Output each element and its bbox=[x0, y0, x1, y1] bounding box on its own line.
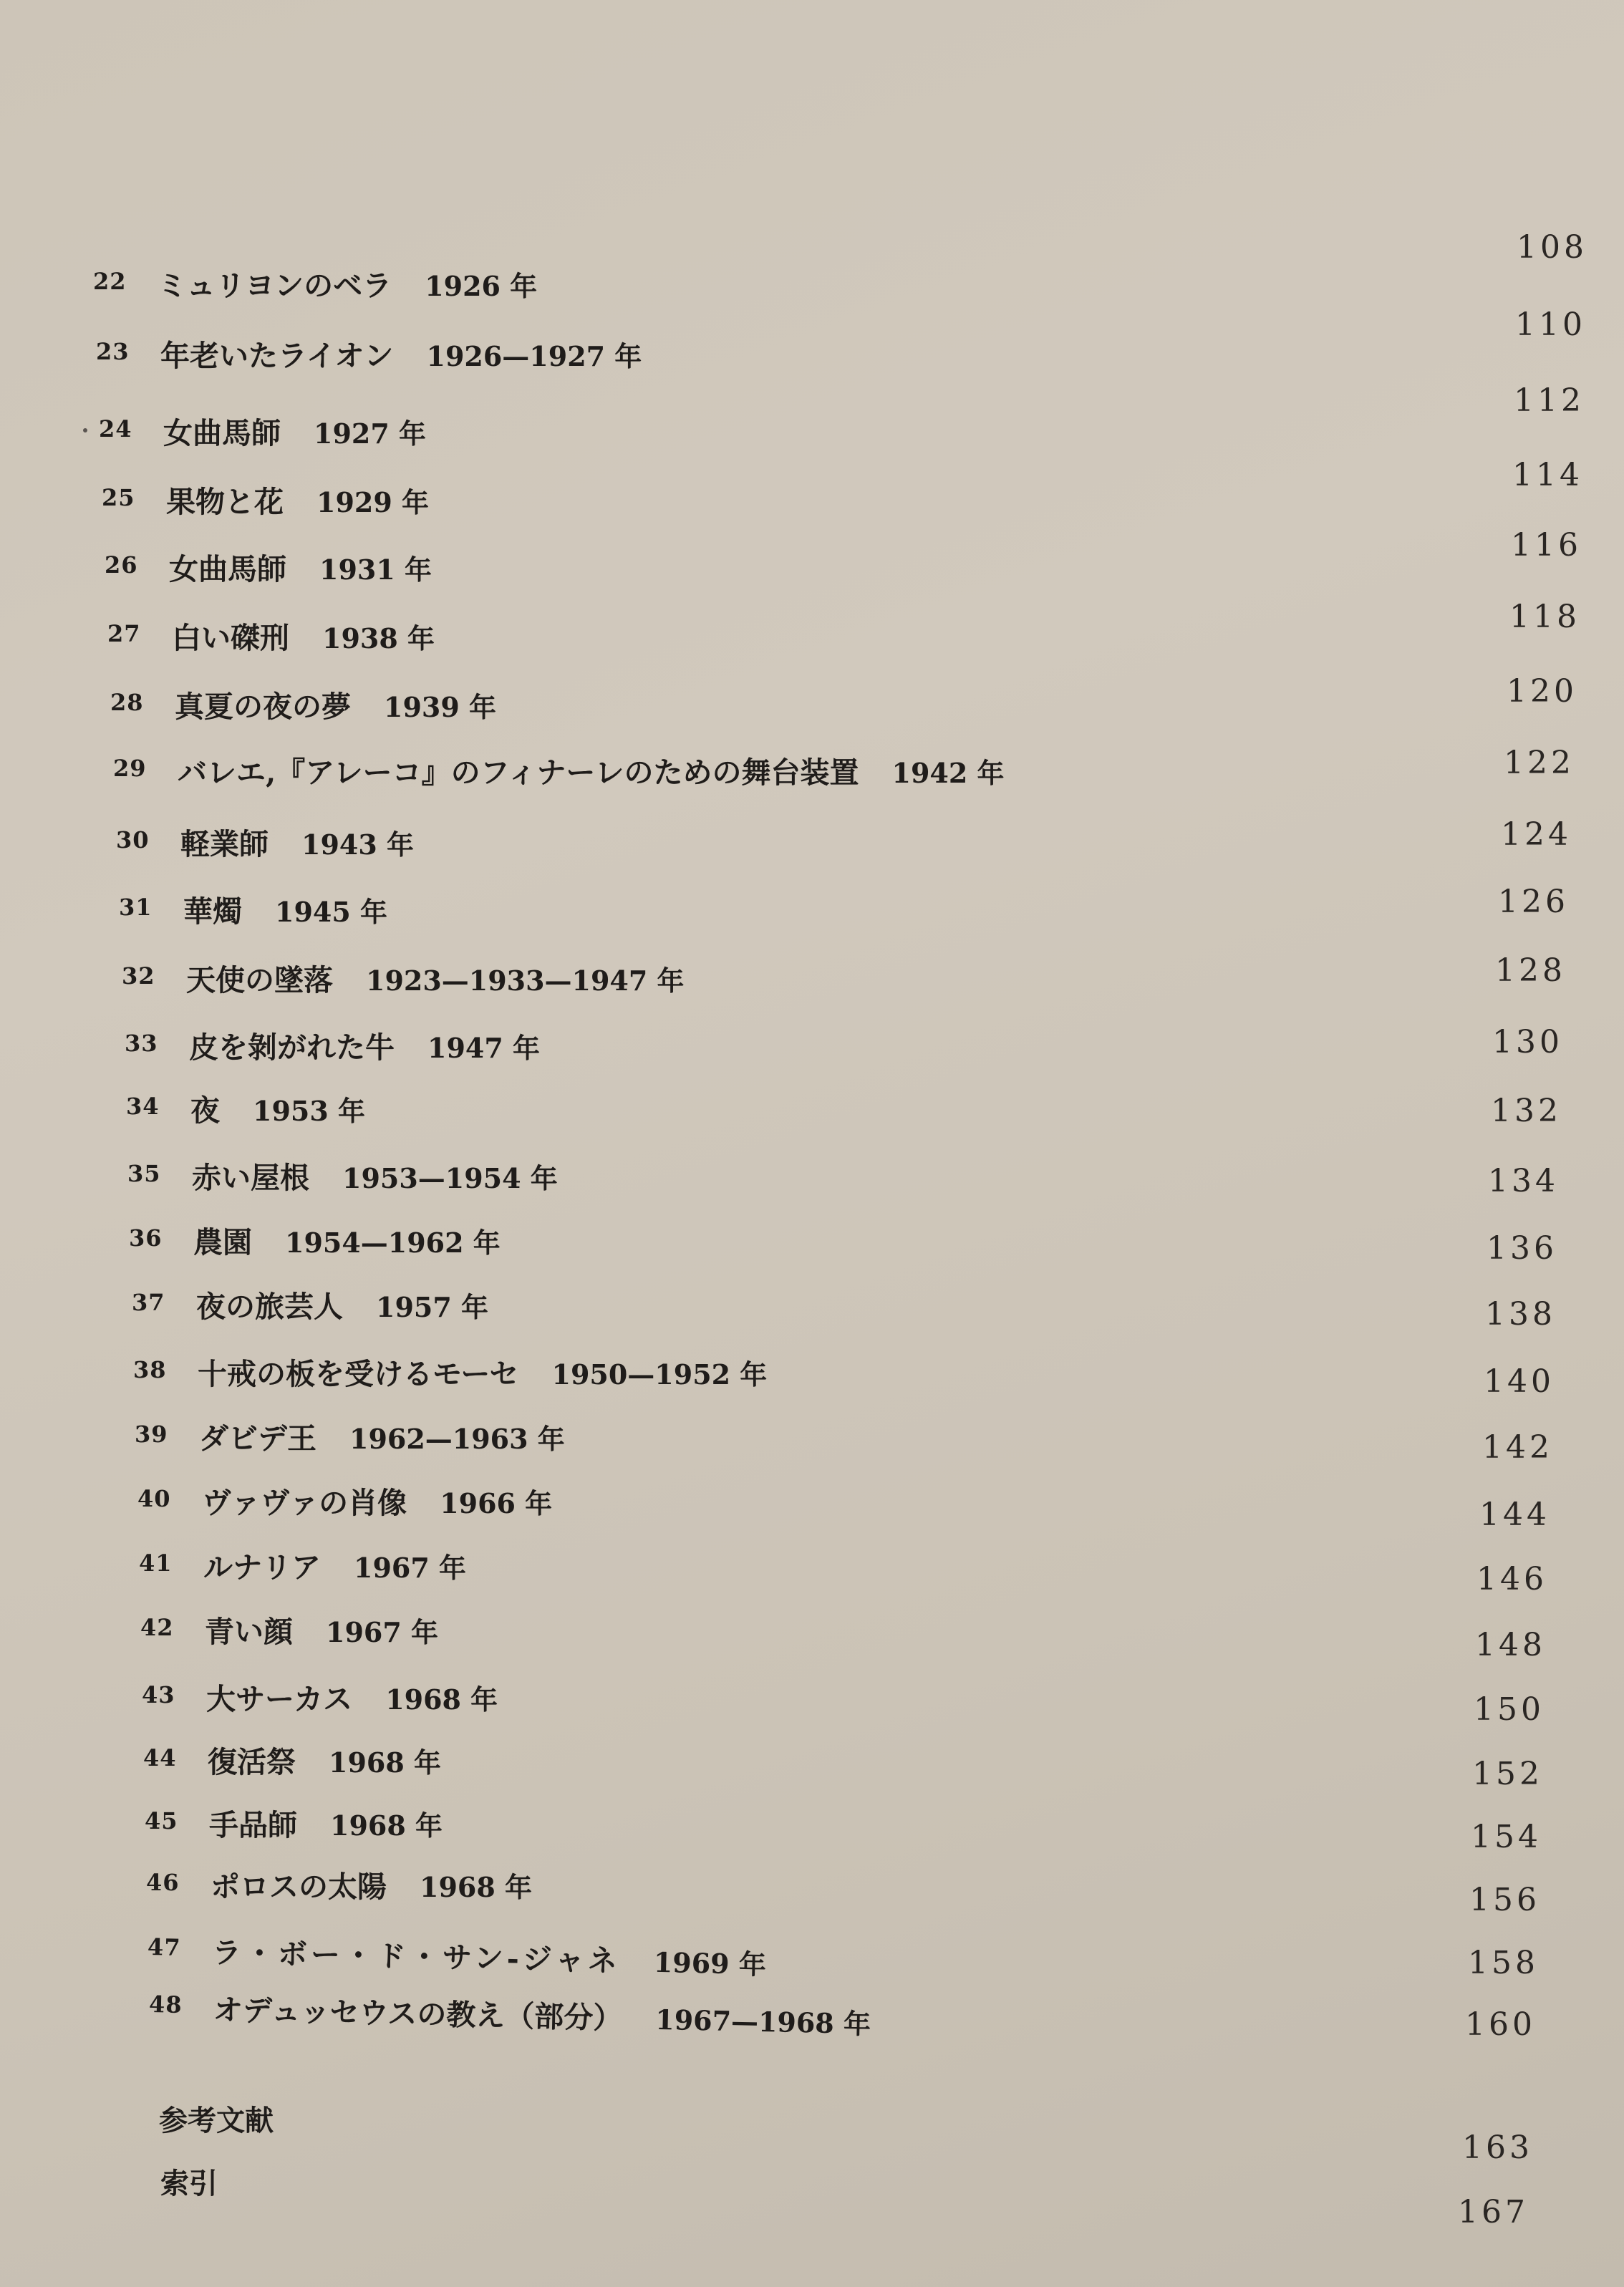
entry-number: 29 bbox=[113, 755, 147, 782]
page-number: 116 bbox=[1511, 527, 1582, 564]
entry-title: ヴァヴァの肖像 1966 年 bbox=[202, 1486, 553, 1520]
entry-title: 夜 1953 年 bbox=[190, 1093, 365, 1128]
entry-number: 36 bbox=[129, 1224, 163, 1252]
entry-title: 女曲馬師 1931 年 bbox=[169, 552, 432, 586]
entry-title: ダビデ王 1962—1963 年 bbox=[199, 1421, 565, 1456]
page-number: 132 bbox=[1491, 1093, 1562, 1129]
page-number: 146 bbox=[1476, 1561, 1547, 1597]
bibliography-label: 参考文献 bbox=[159, 2104, 274, 2137]
entry-number: 38 bbox=[133, 1356, 167, 1383]
page-number: 140 bbox=[1484, 1363, 1555, 1400]
entry-title: 天使の墜落 1923—1933—1947 年 bbox=[186, 963, 685, 997]
page-number: 160 bbox=[1465, 2006, 1536, 2043]
entry-year: 1929 年 bbox=[316, 486, 429, 518]
entry-year: 1957 年 bbox=[376, 1291, 488, 1323]
entry-title: 皮を剝がれた牛 1947 年 bbox=[189, 1030, 540, 1065]
page-number: 167 bbox=[1458, 2194, 1529, 2230]
entry-year: 1968 年 bbox=[420, 1871, 532, 1903]
page-number: 138 bbox=[1485, 1296, 1556, 1333]
entry-title: ラ・ボー・ド・サン-ジャネ 1969 年 bbox=[211, 1935, 767, 1981]
entry-year: 1926—1927 年 bbox=[426, 340, 642, 372]
entry-title: ポロスの太陽 1968 年 bbox=[211, 1870, 532, 1904]
entry-number: 22 bbox=[93, 268, 127, 295]
entry-year: 1962—1963 年 bbox=[349, 1423, 565, 1455]
entry-year: 1968 年 bbox=[329, 1746, 441, 1779]
page-number: 122 bbox=[1504, 745, 1575, 781]
entry-title: 赤い屋根 1953—1954 年 bbox=[192, 1161, 558, 1195]
entry-year: 1938 年 bbox=[322, 622, 435, 654]
entry-number: 39 bbox=[135, 1421, 168, 1448]
page-number: 120 bbox=[1507, 673, 1577, 710]
entry-number: 37 bbox=[132, 1289, 165, 1316]
entry-number: 43 bbox=[142, 1681, 175, 1708]
entry-number: 32 bbox=[122, 962, 155, 990]
page-number: 110 bbox=[1515, 306, 1586, 343]
entry-title: 青い顔 1967 年 bbox=[205, 1615, 438, 1649]
page-number: 150 bbox=[1474, 1691, 1545, 1728]
page-number: 126 bbox=[1498, 884, 1569, 920]
page-number: 136 bbox=[1487, 1230, 1557, 1267]
entry-year: 1953 年 bbox=[253, 1095, 365, 1127]
entry-number: 27 bbox=[107, 620, 141, 647]
entry-number: 45 bbox=[145, 1807, 178, 1834]
entry-year: 1967—1968 年 bbox=[654, 2003, 871, 2041]
entry-year: 1967 年 bbox=[326, 1616, 438, 1648]
entry-title: バレエ,『アレーコ』のフィナーレのための舞台装置 1942 年 bbox=[178, 755, 1005, 790]
page-number: 118 bbox=[1509, 599, 1580, 635]
entry-year: 1968 年 bbox=[385, 1683, 498, 1716]
index-label: 索引 bbox=[160, 2167, 218, 2200]
entry-year: 1969 年 bbox=[653, 1945, 767, 1981]
entry-number: 24 bbox=[99, 415, 132, 443]
entry-number: 26 bbox=[105, 551, 138, 579]
entry-title: 手品師 1968 年 bbox=[209, 1808, 443, 1842]
entry-year: 1927 年 bbox=[314, 417, 426, 450]
entry-title: 農園 1954—1962 年 bbox=[193, 1225, 501, 1259]
entry-number: 31 bbox=[119, 894, 153, 921]
entry-year: 1947 年 bbox=[427, 1032, 540, 1064]
entry-number: 33 bbox=[125, 1030, 158, 1057]
entry-title: 復活祭 1968 年 bbox=[208, 1745, 441, 1779]
page-number: 112 bbox=[1514, 382, 1585, 419]
entry-year: 1942 年 bbox=[891, 757, 1005, 789]
entry-number: 44 bbox=[143, 1744, 177, 1771]
entry-title: オデュッセウスの教え（部分） 1967—1968 年 bbox=[213, 1992, 871, 2041]
entry-number: 46 bbox=[146, 1869, 180, 1896]
entry-title: 軽業師 1943 年 bbox=[180, 827, 414, 861]
page-number: 154 bbox=[1471, 1819, 1542, 1855]
entry-number: 34 bbox=[126, 1093, 160, 1120]
entry-title: 夜の旅芸人 1957 年 bbox=[196, 1290, 488, 1324]
entry-year: 1931 年 bbox=[319, 553, 432, 586]
entry-title: ルナリア 1967 年 bbox=[203, 1550, 466, 1585]
entry-year: 1943 年 bbox=[301, 828, 414, 861]
entry-title: ミュリヨンのベラ 1926 年 bbox=[158, 269, 538, 303]
entry-number: 35 bbox=[127, 1160, 161, 1187]
entry-year: 1954—1962 年 bbox=[285, 1227, 501, 1259]
entry-title: 大サーカス 1968 年 bbox=[206, 1682, 498, 1716]
margin-mark bbox=[83, 428, 87, 432]
entry-number: 42 bbox=[140, 1614, 174, 1641]
page-number: 124 bbox=[1501, 816, 1572, 853]
entry-year: 1945 年 bbox=[275, 896, 387, 928]
entry-title: 真夏の夜の夢 1939 年 bbox=[175, 690, 496, 724]
page-number: 163 bbox=[1462, 2129, 1533, 2166]
entry-number: 41 bbox=[139, 1549, 173, 1577]
entry-title: 白い磔刑 1938 年 bbox=[172, 621, 435, 655]
entry-year: 1968 年 bbox=[330, 1809, 443, 1842]
entry-year: 1953—1954 年 bbox=[342, 1162, 558, 1194]
entry-year: 1966 年 bbox=[440, 1487, 553, 1519]
page-number: 152 bbox=[1472, 1756, 1543, 1792]
page-number: 144 bbox=[1479, 1497, 1550, 1533]
entry-title: 年老いたライオン 1926—1927 年 bbox=[160, 339, 642, 373]
entry-number: 47 bbox=[147, 1933, 181, 1961]
page-number: 130 bbox=[1492, 1024, 1563, 1060]
entry-year: 1967 年 bbox=[354, 1552, 466, 1584]
entry-title: 女曲馬師 1927 年 bbox=[163, 416, 426, 450]
page-number: 134 bbox=[1488, 1163, 1559, 1199]
entry-number: 30 bbox=[116, 826, 150, 854]
entry-number: 40 bbox=[137, 1485, 171, 1512]
page-number: 114 bbox=[1512, 457, 1583, 493]
entry-title: 十戒の板を受けるモーセ 1950—1952 年 bbox=[198, 1357, 768, 1391]
entry-number: 28 bbox=[110, 689, 144, 716]
entry-number: 48 bbox=[148, 1991, 183, 2018]
page-number: 142 bbox=[1482, 1429, 1553, 1466]
entry-year: 1939 年 bbox=[384, 691, 496, 723]
entry-year: 1950—1952 年 bbox=[551, 1358, 768, 1391]
page-number: 156 bbox=[1469, 1882, 1540, 1918]
entry-number: 25 bbox=[102, 484, 135, 511]
toc-entry bbox=[147, 1923, 767, 1981]
entry-year: 1923—1933—1947 年 bbox=[366, 964, 685, 997]
page-number: 158 bbox=[1468, 1945, 1539, 1981]
entry-title: 華燭 1945 年 bbox=[183, 894, 387, 929]
page-number: 148 bbox=[1475, 1627, 1546, 1663]
page-number: 128 bbox=[1495, 952, 1566, 989]
toc-entry bbox=[148, 1981, 871, 2041]
entry-title: 果物と花 1929 年 bbox=[166, 485, 429, 519]
entry-year: 1926 年 bbox=[425, 270, 538, 302]
entry-number: 23 bbox=[96, 338, 130, 365]
page-number: 108 bbox=[1517, 229, 1587, 266]
